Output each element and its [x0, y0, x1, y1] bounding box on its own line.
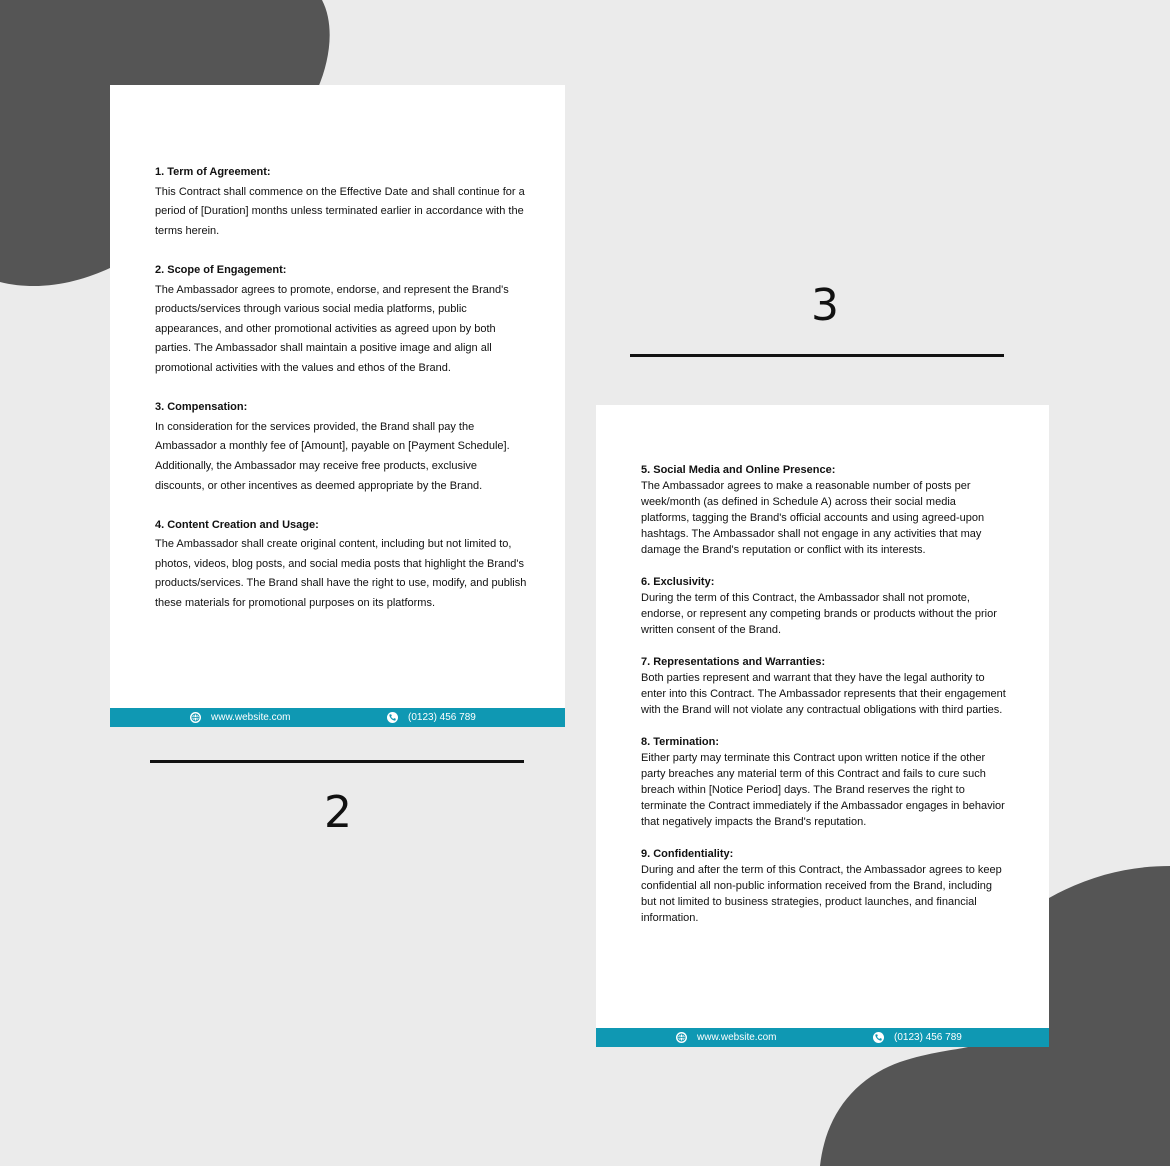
section-body: Both parties represent and warrant that they have the legal authority to enter into this Contract. The Ambassador represents that their engagement with the Brand will not violate any contractual obligations with third parties.: [641, 672, 1006, 716]
section-title: 9. Confidentiality:: [641, 848, 734, 860]
section-content-creation: [155, 516, 527, 614]
section-social-media: [641, 462, 1006, 558]
phone-icon: [387, 712, 398, 723]
section-title: 4. Content Creation and Usage:: [155, 518, 319, 531]
page-2-content: [155, 163, 527, 633]
section-term-of-agreement: [155, 163, 527, 241]
footer-website[interactable]: [676, 1028, 776, 1047]
section-representations: [641, 654, 1006, 718]
section-termination: [641, 734, 1006, 830]
section-body: This Contract shall commence on the Effective Date and shall continue for a period of [Duration] months unless terminated earlier in accordance with the terms herein.: [155, 185, 525, 237]
section-scope-of-engagement: [155, 261, 527, 379]
footer-website[interactable]: [190, 708, 290, 727]
page-number-3: 3: [811, 280, 839, 331]
section-body: Either party may terminate this Contract upon written notice if the other party breaches any material term of this Contract and fails to cure such breach within [Notice Period] days. The Brand reserves the right to terminate the Contract immediately if the Ambassador engages in behavior that negatively impacts the Brand's reputation.: [641, 752, 1005, 828]
section-title: 5. Social Media and Online Presence:: [641, 464, 836, 476]
section-body: The Ambassador agrees to promote, endorse, and represent the Brand's products/services through various social media platforms, public appearances, and other promotional activities as agreed upon by both parties. The Ambassador shall maintain a positive image and align all promotional activities with the values and ethos of the Brand.: [155, 283, 509, 374]
footer-website-text: www.website.com: [211, 712, 291, 723]
page-number-2: 2: [324, 787, 352, 838]
globe-icon: [676, 1032, 687, 1043]
footer-phone-text: (0123) 456 789: [894, 1032, 962, 1043]
section-body: The Ambassador shall create original content, including but not limited to, photos, videos, blog posts, and social media posts that highlight the Brand's products/services. The Brand shall have the right to use, modify, and publish these materials for promotional purposes on its platforms.: [155, 538, 527, 610]
contract-page-3: [596, 405, 1049, 1047]
section-body: In consideration for the services provided, the Brand shall pay the Ambassador a monthly fee of [Amount], payable on [Payment Schedule]. Additionally, the Ambassador may receive free products, exclusive discounts, or other incentives as deemed appropriate by the Brand.: [155, 420, 510, 492]
page-3-content: [641, 462, 1006, 942]
section-title: 6. Exclusivity:: [641, 576, 715, 588]
section-title: 1. Term of Agreement:: [155, 166, 271, 178]
section-body: During the term of this Contract, the Ambassador shall not promote, endorse, or represent any competing brands or products without the prior written consent of the Brand.: [641, 592, 997, 636]
footer-website-text: www.website.com: [697, 1032, 777, 1043]
globe-icon: [190, 712, 201, 723]
footer-phone[interactable]: [387, 708, 476, 727]
section-body: During and after the term of this Contract, the Ambassador agrees to keep confidential all non-public information received from the Brand, including but not limited to business strategies, product launches, and financial information.: [641, 864, 1002, 924]
section-title: 7. Representations and Warranties:: [641, 656, 826, 668]
section-confidentiality: [641, 846, 1006, 926]
section-body: The Ambassador agrees to make a reasonable number of posts per week/month (as defined in Schedule A) across their social media platforms, tagging the Brand's official accounts and using agreed-upon hashtags. The Ambassador shall not engage in any activities that may damage the Brand's reputation or conflict with its interests.: [641, 480, 985, 556]
page-footer: [596, 1028, 1049, 1047]
footer-phone[interactable]: [873, 1028, 962, 1047]
footer-phone-text: (0123) 456 789: [408, 712, 476, 723]
section-compensation: [155, 398, 527, 496]
page-2-divider: [150, 760, 524, 763]
section-title: 3. Compensation:: [155, 401, 248, 414]
section-exclusivity: [641, 574, 1006, 638]
page-3-divider: [630, 354, 1004, 357]
section-title: 8. Termination:: [641, 736, 720, 748]
phone-icon: [873, 1032, 884, 1043]
contract-page-2: [110, 85, 565, 727]
page-footer: [110, 708, 565, 727]
section-title: 2. Scope of Engagement:: [155, 263, 287, 276]
